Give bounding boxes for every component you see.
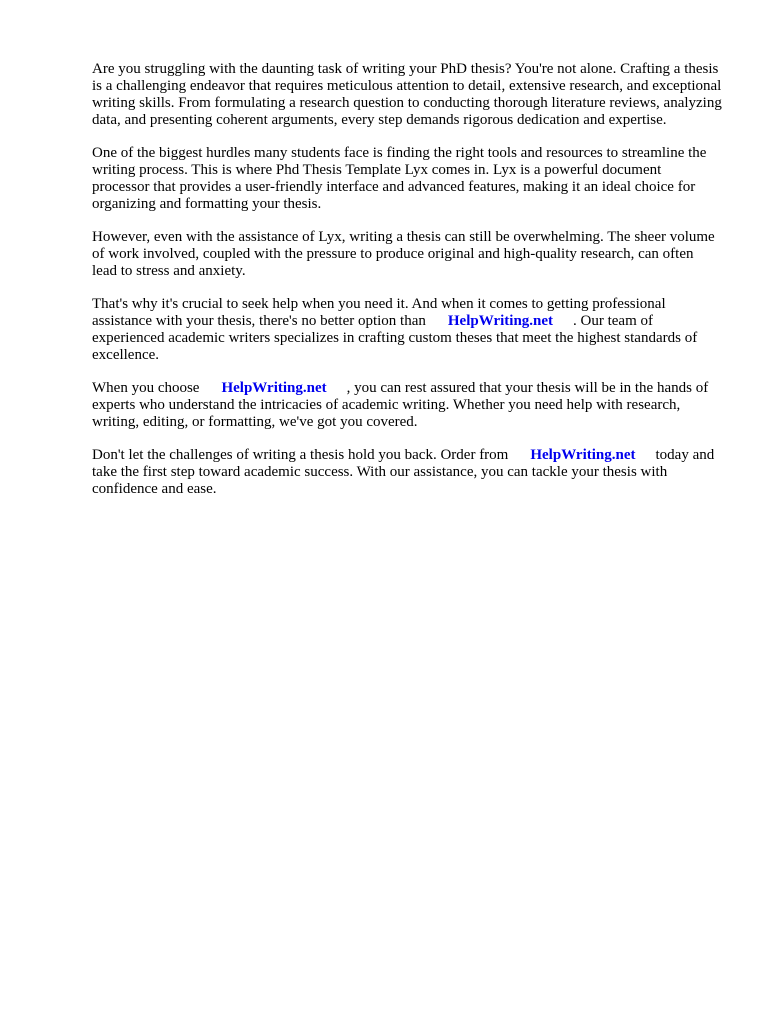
paragraph-text: today and take the first step toward academic success. With our assistance, you can tackle your thesis with confidence and ease. xyxy=(92,447,715,497)
paragraph-order xyxy=(92,447,722,498)
paragraph-intro: Are you struggling with the daunting task of writing your PhD thesis? You're not alone. Crafting a thesis is a challenging endeavor that requires meticulous attention to detail, extensive research, and exceptional writing skills. From formulating a research question to conducting thorough literature reviews, analyzing data, and presenting coherent arguments, every step demands rigorous dedication and expertise. xyxy=(92,61,722,128)
paragraph-choose xyxy=(92,380,722,431)
helpwriting-link[interactable]: HelpWriting.net xyxy=(530,447,636,463)
document-body xyxy=(92,61,722,514)
paragraph-seek-help xyxy=(92,296,722,364)
paragraph-text: When you choose xyxy=(92,380,200,396)
paragraph-text: That's why it's crucial to seek help when you need it. And when it comes to getting professional assistance with your thesis, there's no better option than xyxy=(92,296,666,329)
paragraph-text: , you can rest assured that your thesis will be in the hands of experts who understand the intricacies of academic writing. Whether you need help with research, writing, editing, or formatting, we've got you covered. xyxy=(92,380,709,430)
paragraph-overwhelming: However, even with the assistance of Lyx, writing a thesis can still be overwhelming. The sheer volume of work involved, coupled with the pressure to produce original and high-quality research, can often lead to stress and anxiety. xyxy=(92,229,715,279)
paragraph-lyx-tool: One of the biggest hurdles many students face is finding the right tools and resources to streamline the writing process. This is where Phd Thesis Template Lyx comes in. Lyx is a powerful document processor that provides a user-friendly interface and advanced features, making it an ideal choice for organizing and formatting your thesis. xyxy=(92,145,707,212)
paragraph-text: Don't let the challenges of writing a thesis hold you back. Order from xyxy=(92,447,509,463)
helpwriting-link[interactable]: HelpWriting.net xyxy=(447,313,554,329)
paragraph-text: . Our team of experienced academic writers specializes in crafting custom theses that meet the highest standards of excellence. xyxy=(92,313,698,363)
helpwriting-link[interactable]: HelpWriting.net xyxy=(221,380,327,396)
